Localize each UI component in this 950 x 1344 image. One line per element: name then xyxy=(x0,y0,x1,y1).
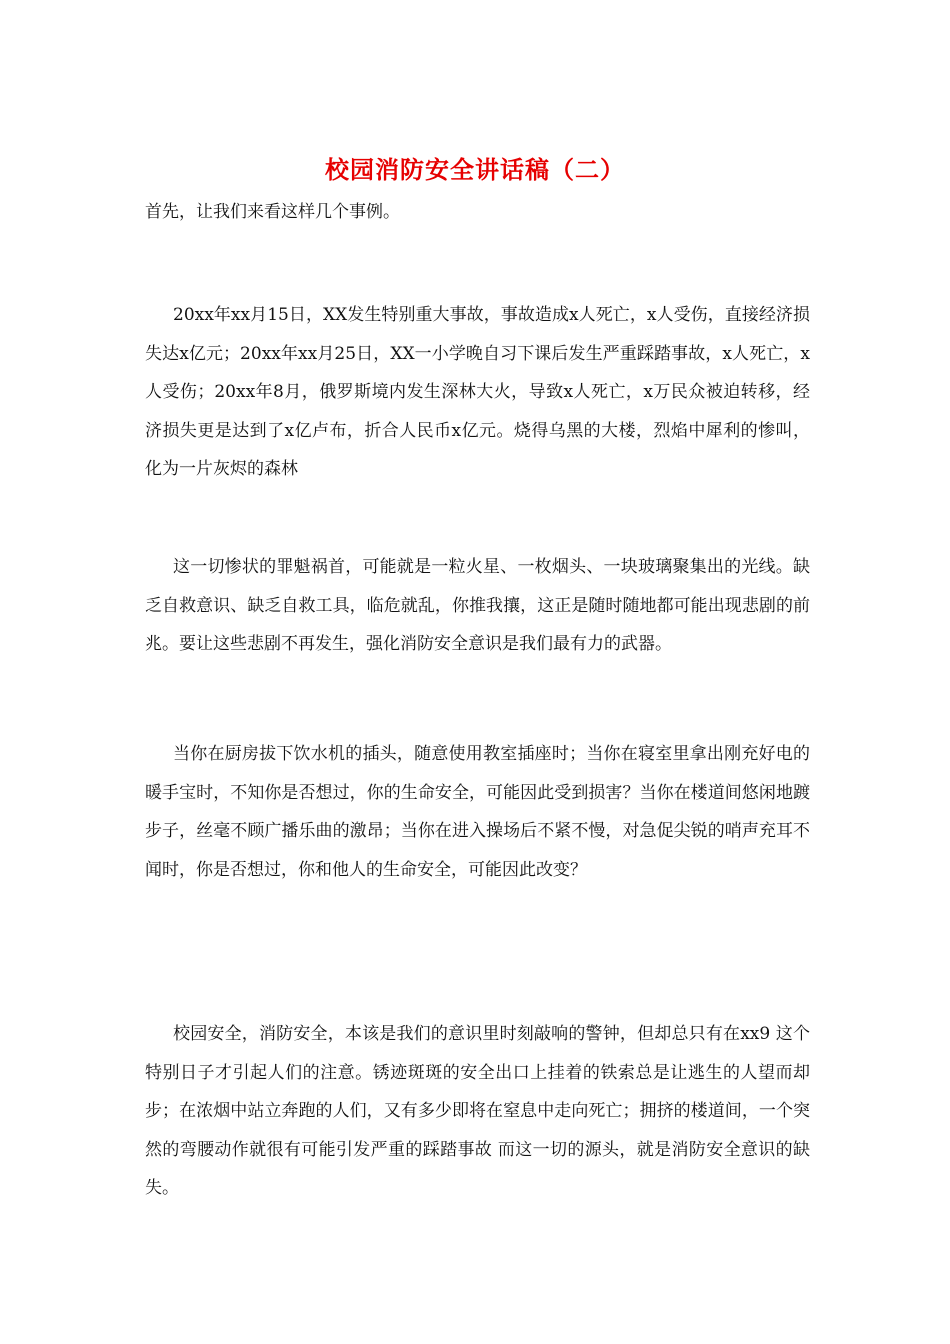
paragraph-daily-risks: 当你在厨房拔下饮水机的插头，随意使用教室插座时；当你在寝室里拿出刚充好电的暖手宝时，不知你是否想过，你的生命安全，可能因此受到损害？当你在楼道间悠闲地踱步子，丝毫不顾广播乐曲的激昂；当你在进入操场后不紧不慢，对急促尖锐的哨声充耳不闻时，你是否想过，你和他人的生命安全，可能因此改变？ xyxy=(145,744,810,880)
intro-line: 首先，让我们来看这样几个事例。 xyxy=(145,202,400,222)
paragraph-accidents: 20xx年xx月15日，XX发生特别重大事故，事故造成x人死亡，x人受伤，直接经济损失达x亿元；20xx年xx月25日，XX一小学晚自习下课后发生严重踩踏事故，x人死亡，x人受伤；20xx年8月，俄罗斯境内发生深林大火，导致x人死亡，x万民众被迫转移，经济损失更是达到了x亿卢布，折合人民币x亿元。烧得乌黑的大楼，烈焰中犀利的惨叫，化为一片灰烬的森林 xyxy=(145,305,810,479)
document-title: 校园消防安全讲话稿（二） xyxy=(325,155,625,184)
paragraph-awareness: 校园安全，消防安全，本该是我们的意识里时刻敲响的警钟，但却总只有在xx9 这个特别日子才引起人们的注意。锈迹斑斑的安全出口上挂着的铁索总是让逃生的人望而却步；在浓烟中站立奔跑的人们，又有多少即将在窒息中走向死亡；拥挤的楼道间，一个突然的弯腰动作就很有可能引发严重的踩踏事故 而这一切的源头，就是消防安全意识的缺失。 xyxy=(145,1024,810,1198)
paragraph-causes: 这一切惨状的罪魁祸首，可能就是一粒火星、一枚烟头、一块玻璃聚集出的光线。缺乏自救意识、缺乏自救工具，临危就乱，你推我攘，这正是随时随地都可能出现悲剧的前兆。要让这些悲剧不再发生，强化消防安全意识是我们最有力的武器。 xyxy=(145,557,810,654)
